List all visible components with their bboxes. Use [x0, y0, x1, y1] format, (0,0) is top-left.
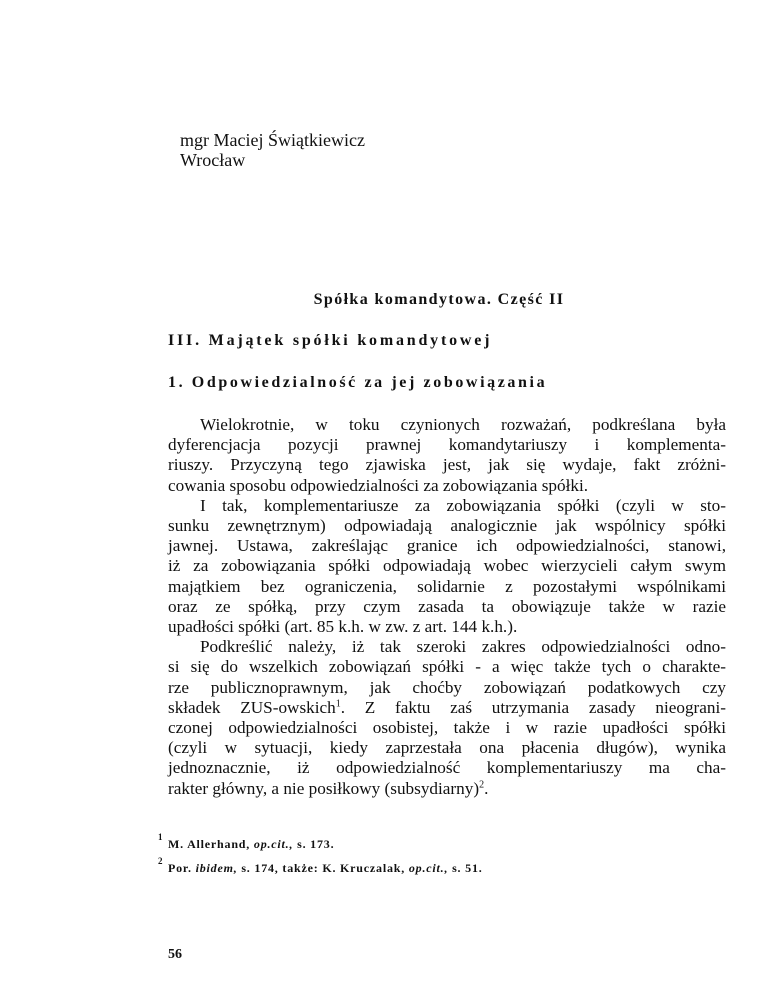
author-name: mgr Maciej Świątkiewicz: [180, 130, 365, 150]
body-line: iż za zobowiązania spółki odpowiadają wobec wierzycieli całym swym: [168, 556, 726, 576]
footnote-pre: Por.: [168, 861, 192, 875]
body-text: [168, 415, 726, 799]
footnote-rest: s. 173.: [297, 837, 335, 851]
author-city: Wrocław: [180, 150, 246, 170]
body-text-fragment: .: [484, 778, 489, 798]
body-line: riuszy. Przyczyną tego zjawiska jest, jak się wydaje, fakt zróżni-: [168, 455, 726, 475]
footnote-ref: ibidem,: [195, 861, 238, 875]
footnote-mark-2: 2: [479, 778, 485, 790]
body-line: Wielokrotnie, w toku czynionych rozważań, podkreślana była: [200, 415, 726, 434]
footnote-author: M. Allerhand,: [168, 837, 251, 851]
body-line-with-footnote: [168, 779, 726, 799]
body-line: I tak, komplementariusze za zobowiązania spółki (czyli w sto-: [200, 495, 726, 515]
body-line: upadłości spółki (art. 85 k.h. w zw. z art. 144 k.h.).: [168, 617, 518, 637]
footnote-1: 1 M. Allerhand, op.cit., s. 173.: [158, 832, 335, 851]
article-title: Spółka komandytowa. Część II: [313, 291, 565, 308]
footnotes: [158, 832, 483, 885]
body-line: jednoznacznie, iż odpowiedzialność komplementariuszy ma cha-: [168, 758, 726, 778]
footnote-mark-1: 1: [335, 698, 341, 710]
body-text-fragment: rakter główny, a nie posiłkowy (subsydiarny): [168, 778, 480, 798]
body-line: majątkiem bez ograniczenia, solidarnie z pozostałymi wspólnikami: [168, 576, 726, 596]
body-line: dyferencjacja pozycji prawnej komandytariuszy i komplementa-: [168, 435, 726, 455]
body-line: sunku zewnętrznym) odpowiadają analogicznie jak wspólnicy spółki: [168, 516, 726, 536]
body-line: czonej odpowiedzialności osobistej, także i w razie upadłości spółki: [168, 718, 726, 738]
body-line: oraz ze spółką, przy czym zasada ta obowiązuje także w razie: [168, 596, 726, 616]
body-text-fragment: składek ZUS-owskich: [168, 697, 336, 717]
footnote-mid: s. 174, także: K. Kruczalak,: [241, 861, 406, 875]
body-line: (czyli w sytuacji, kiedy zaprzestała ona płacenia długów), wynika: [168, 738, 726, 758]
body-line: si się do wszelkich zobowiązań spółki - a więc także tych o charakte-: [168, 657, 726, 677]
author-block: [180, 130, 365, 170]
body-line-with-footnote: [168, 698, 726, 718]
body-line: cowania sposobu odpowiedzialności za zobowiązania spółki.: [168, 475, 589, 495]
footnote-ref: op.cit.,: [253, 837, 294, 851]
body-line: jawnej. Ustawa, zakreślając granice ich odpowiedzialności, stanowi,: [168, 536, 726, 556]
page-number: 56: [168, 947, 182, 962]
subsection-heading: 1. Odpowiedzialność za jej zobowiązania: [168, 374, 548, 391]
body-line: Podkreślić należy, iż tak szeroki zakres odpowiedzialności odno-: [200, 637, 726, 657]
body-text-fragment: . Z faktu zaś utrzymania zasady nieograni-: [340, 697, 726, 717]
footnote-rest: s. 51.: [452, 861, 483, 875]
body-line: rze publicznoprawnym, jak choćby zobowiązań podatkowych czy: [168, 677, 726, 697]
section-heading: III. Majątek spółki komandytowej: [168, 332, 493, 349]
footnote-2: 2 Por. ibidem, s. 174, także: K. Kruczalak, op.cit., s. 51.: [158, 856, 483, 875]
footnote-ref: op.cit.,: [408, 861, 449, 875]
